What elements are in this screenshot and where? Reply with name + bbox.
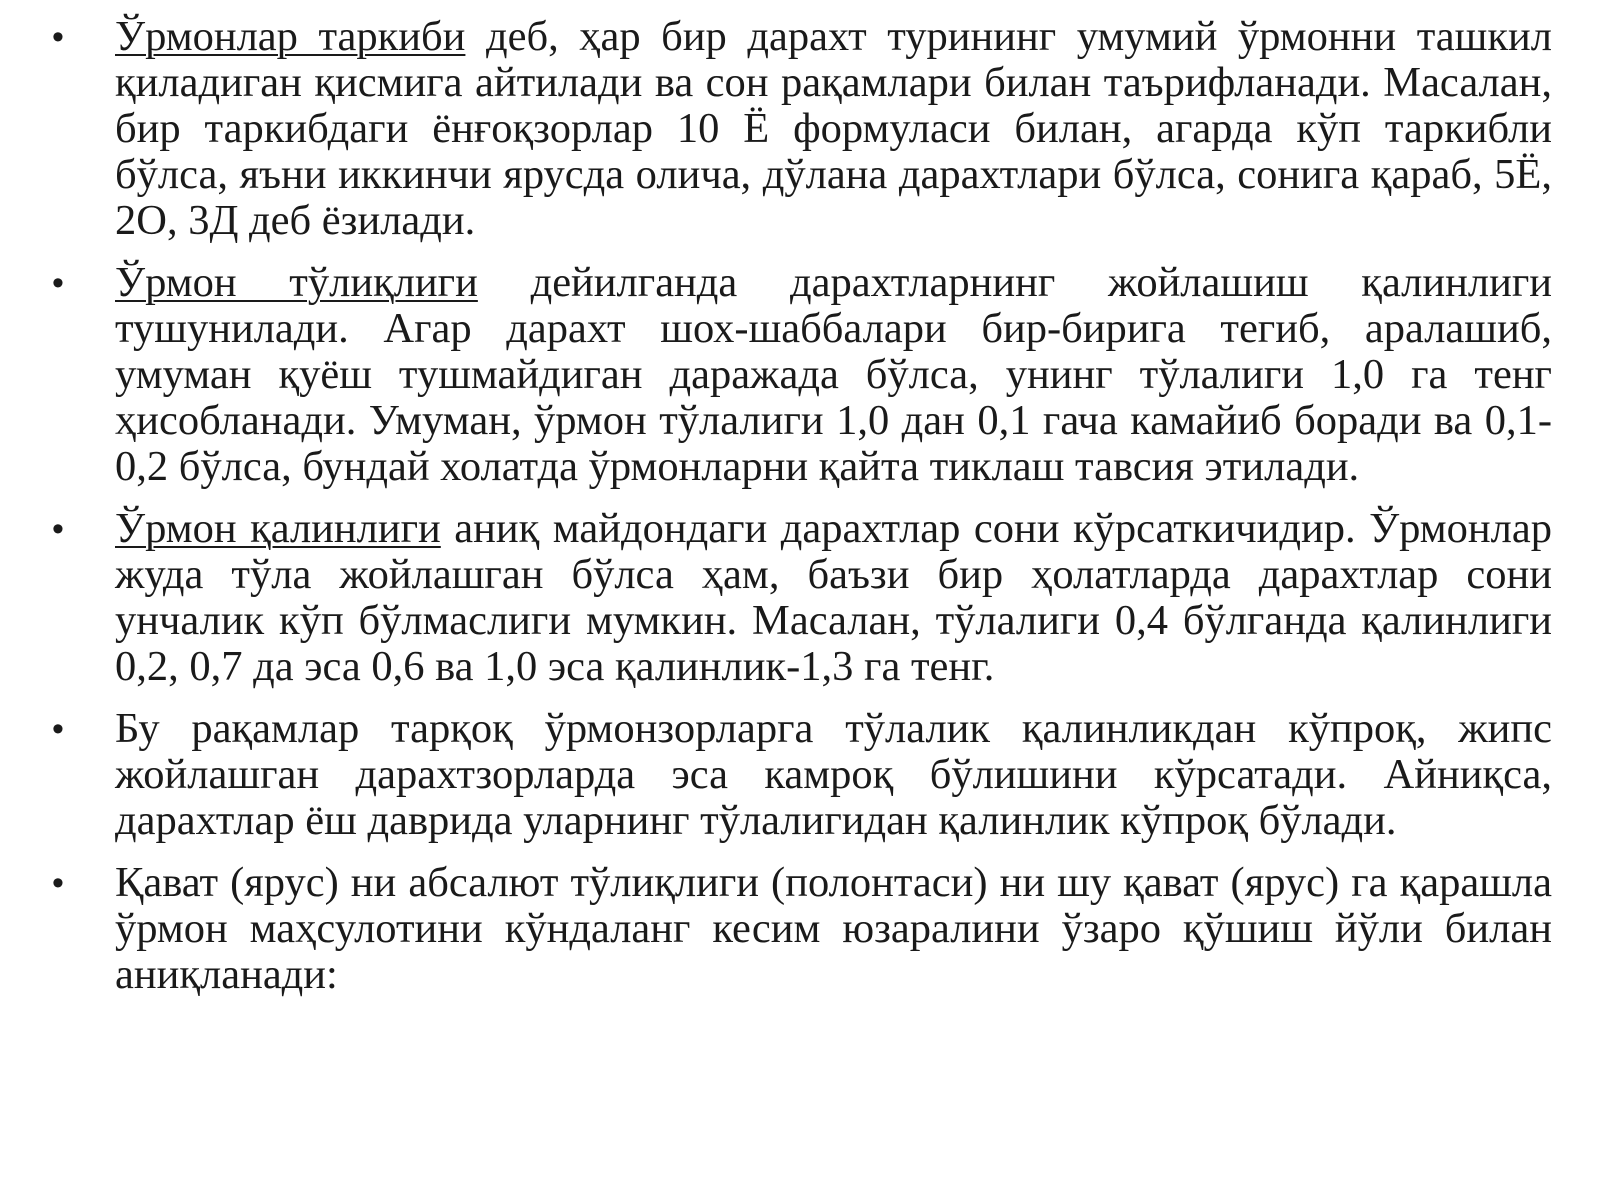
paragraph-layer-absolute-density: Қават (ярус) ни абсалют тўлиқлиги (полонтаси) ни шу қават (ярус) га қарашла ўрмон маҳсулотини кўндаланг кесим юзаралини ўзаро қўшиш йўли билан аниқланади:	[115, 859, 1552, 998]
bullet-icon: •	[52, 264, 64, 302]
term-forest-thickness: Ўрмон қалинлиги	[115, 505, 441, 552]
bullet-list	[52, 14, 1552, 1014]
term-forest-composition: Ўрмонлар таркиби	[115, 13, 466, 60]
bullet-item-numbers-explanation	[52, 706, 1552, 844]
bullet-icon: •	[52, 710, 64, 748]
term-forest-density: Ўрмон тўлиқлиги	[115, 259, 478, 306]
bullet-item-forest-thickness	[52, 506, 1552, 690]
paragraph-numbers-explanation: Бу рақамлар тарқоқ ўрмонзорларга тўлалик қалинликдан кўпроқ, жипс жойлашган дарахтзорларда эса камроқ бўлишини кўрсатади. Айниқса, дарахтлар ёш даврида уларнинг тўлалигидан қалинлик кўпроқ бўлади.	[115, 705, 1552, 844]
definition-forest-composition: деб, ҳар бир дарахт турининг умумий ўрмонни ташкил қиладиган қисмига айтилади ва сон рақамлари билан таърифланади. Масалан, бир таркибдаги ёнғоқзорлар 10 Ё формуласи билан, агарда кўп таркибли бўлса, яъни иккинчи ярусда олича, дўлана дарахтлари бўлса, сонига қараб, 5Ё, 2О, 3Д деб ёзилади.	[115, 13, 1552, 244]
bullet-item-layer-absolute-density	[52, 860, 1552, 998]
bullet-item-forest-density	[52, 260, 1552, 490]
bullet-item-forest-composition	[52, 14, 1552, 244]
bullet-icon: •	[52, 510, 64, 548]
bullet-icon: •	[52, 864, 64, 902]
definition-forest-density: дейилганда дарахтларнинг жойлашиш қалинлиги тушунилади. Агар дарахт шох-шаббалари бир-бирига тегиб, аралашиб, умуман қуёш тушмайдиган даражада бўлса, унинг тўлалиги 1,0 га тенг ҳисобланади. Умуман, ўрмон тўлалиги 1,0 дан 0,1 гача камайиб боради ва 0,1-0,2 бўлса, бундай холатда ўрмонларни қайта тиклаш тавсия этилади.	[115, 259, 1553, 490]
bullet-icon: •	[52, 18, 64, 56]
definition-forest-thickness: аниқ майдондаги дарахтлар сони кўрсаткичидир. Ўрмонлар жуда тўла жойлашган бўлса ҳам, баъзи бир ҳолатларда дарахтлар сони унчалик кўп бўлмаслиги мумкин. Масалан, тўлалиги 0,4 бўлганда қалинлиги 0,2, 0,7 да эса 0,6 ва 1,0 эса қалинлик-1,3 га тенг.	[115, 505, 1552, 690]
